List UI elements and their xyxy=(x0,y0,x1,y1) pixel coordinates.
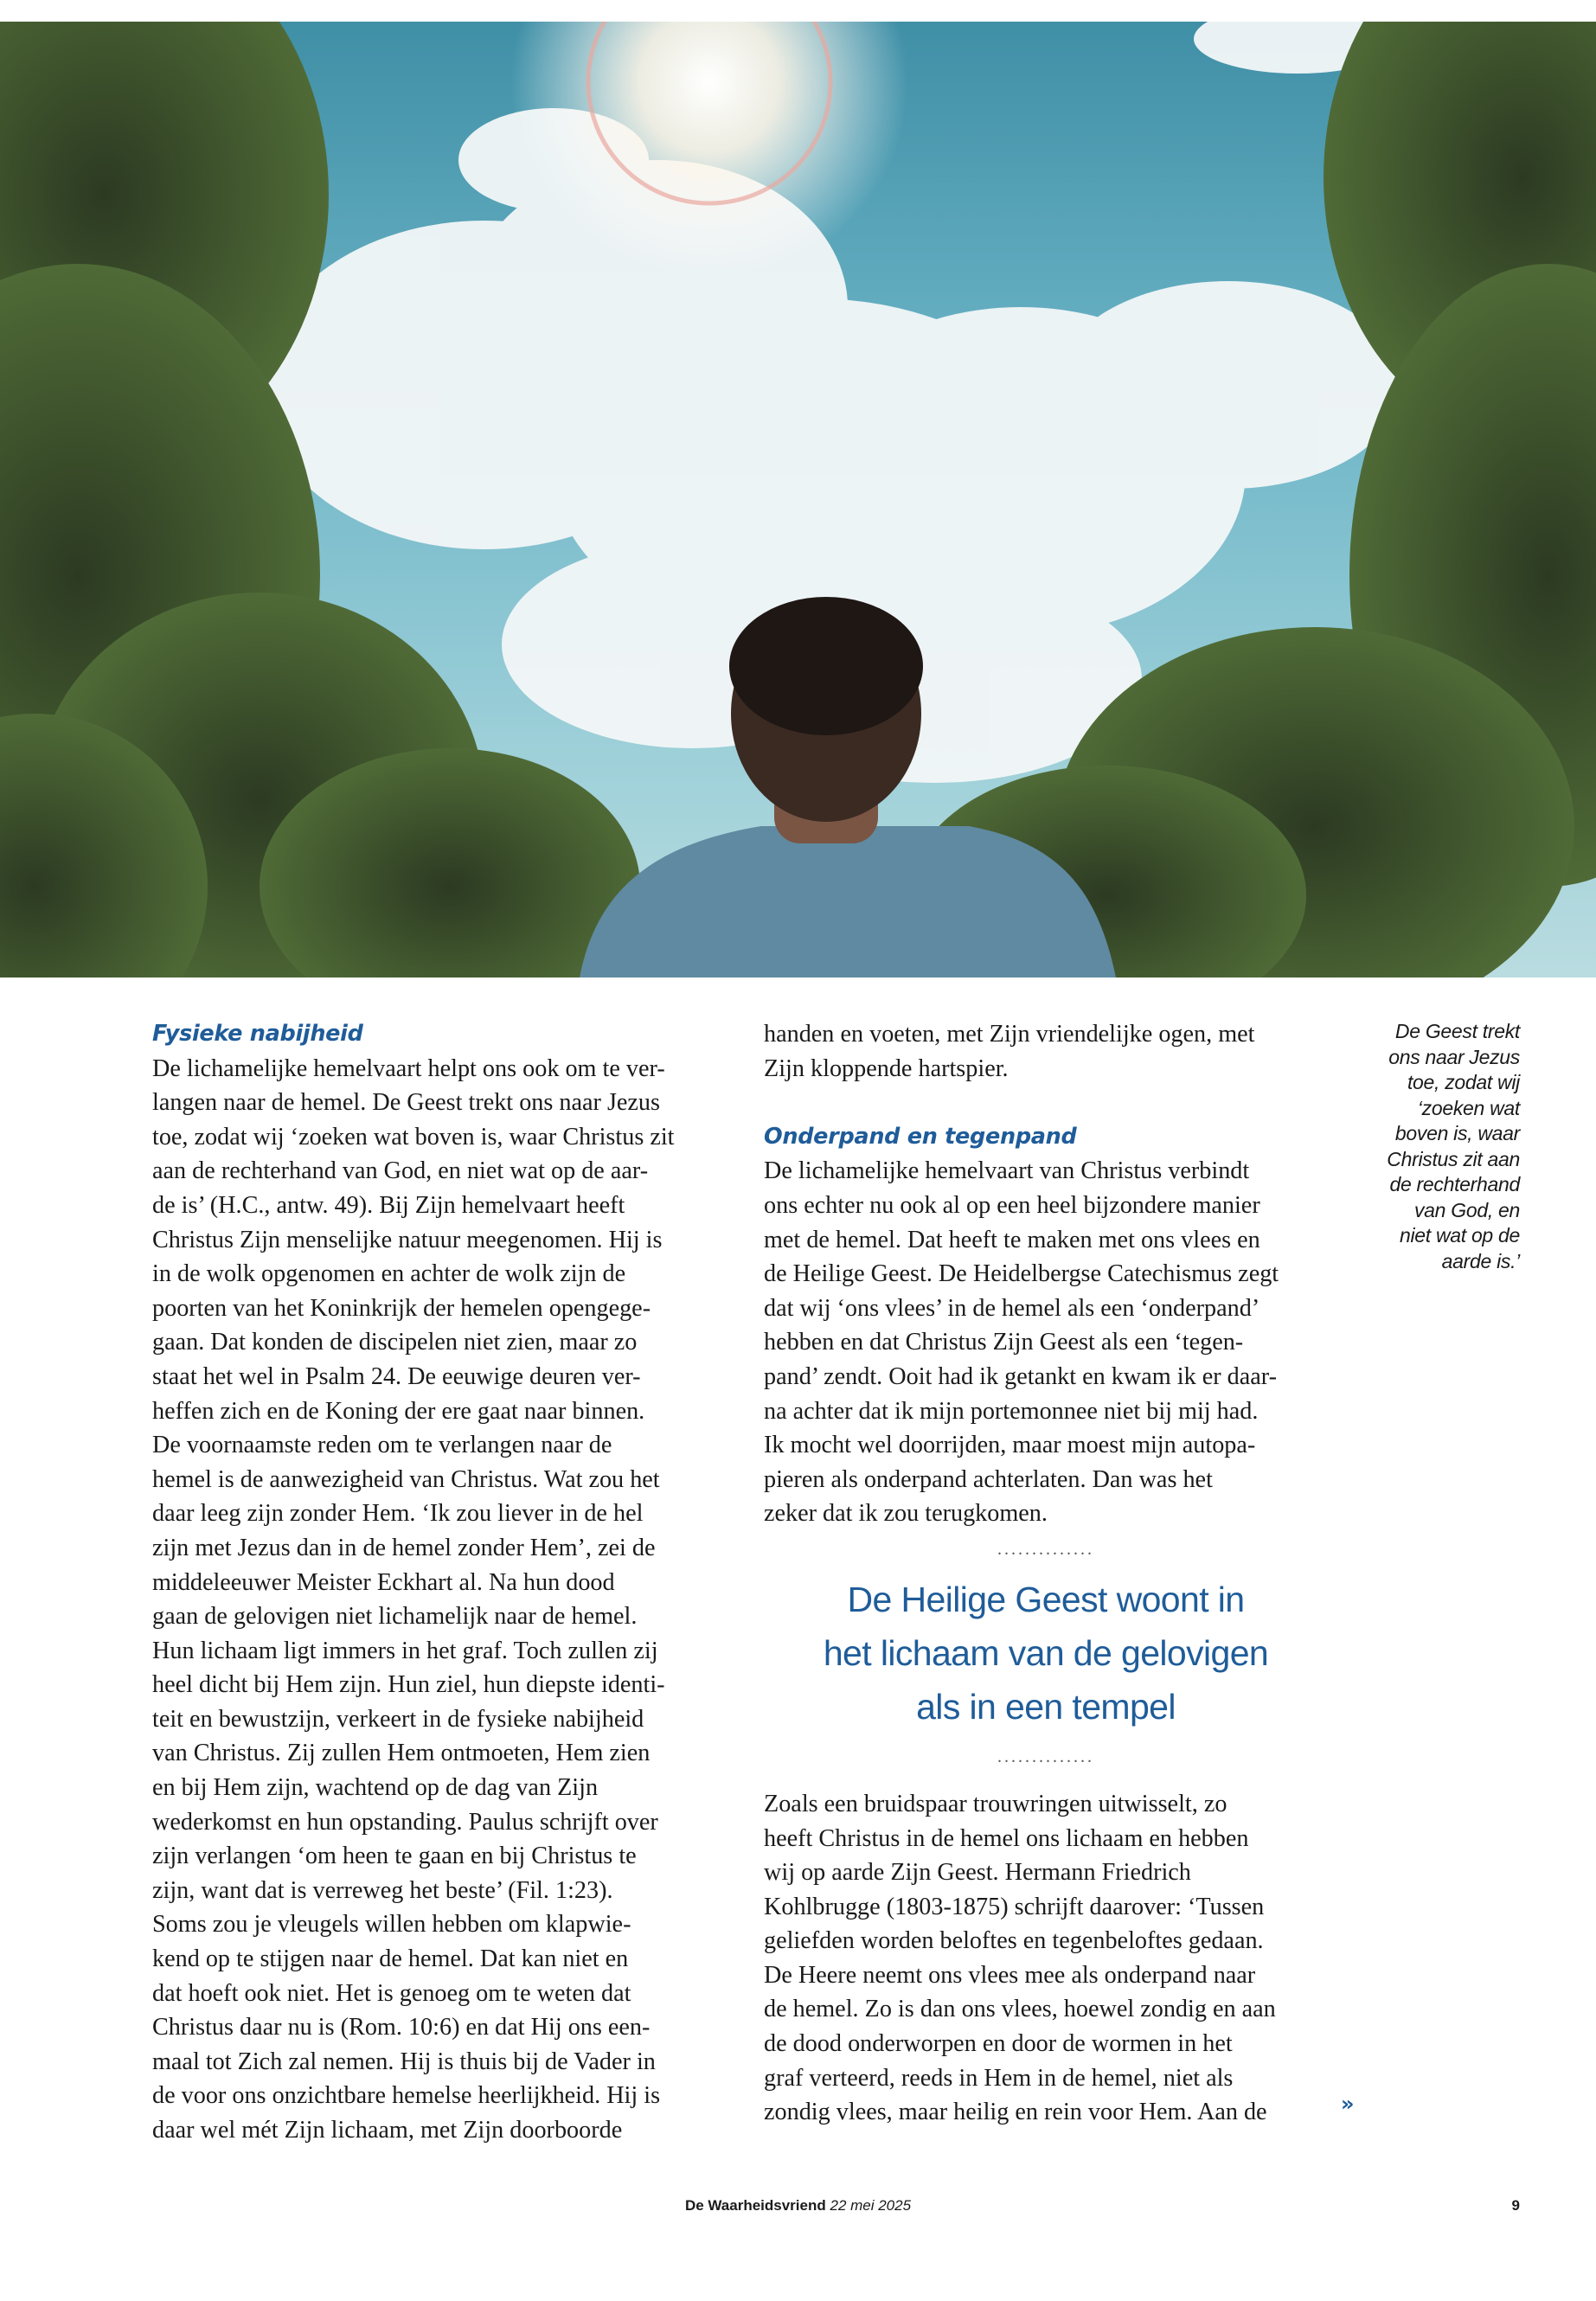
body-line: Ik mocht wel doorrijden, maar moest mijn autopa- xyxy=(764,1432,1256,1459)
body-line: Soms zou je vleugels willen hebben om klapwie- xyxy=(152,1911,631,1939)
body-line: Christus daar nu is (Rom. 10:6) en dat Hij ons een- xyxy=(152,2014,651,2041)
pull-quote-divider-bottom: .............. xyxy=(997,1747,1094,1766)
body-line: dat hoeft ook niet. Het is genoeg om te weten dat xyxy=(152,1979,631,2007)
body-line: hemel is de aanwezigheid van Christus. Wat zou het xyxy=(152,1465,660,1493)
section-heading: Fysieke nabijheid xyxy=(152,1021,363,1047)
body-line: poorten van het Koninkrijk der hemelen opengege- xyxy=(152,1294,651,1322)
side-quote-line: van God, en xyxy=(1413,1198,1520,1221)
body-line: dat wij ‘ons vlees’ in de hemel als een ‘onderpand’ xyxy=(764,1294,1260,1322)
side-quote-line: boven is, waar xyxy=(1394,1122,1520,1144)
body-line: Kohlbrugge (1803-1875) schrijft daarover: ‘Tussen xyxy=(764,1893,1265,1920)
body-line: toe, zodat wij ‘zoeken wat boven is, waar Christus zit xyxy=(152,1123,675,1150)
side-quote-line: aarde is.’ xyxy=(1441,1249,1520,1272)
pull-quote-text xyxy=(764,1573,1328,1734)
pull-quote-line: het lichaam van de gelovigen xyxy=(823,1632,1269,1673)
body-line: gaan. Dat konden de discipelen niet zien, maar zo xyxy=(152,1329,638,1356)
body-line: zijn met Jezus dan in de hemel zonder Hem’, zei de xyxy=(152,1534,656,1561)
article-column-left xyxy=(152,1017,725,2148)
body-line: wederkomst en hun opstanding. Paulus schrijft over xyxy=(152,1808,658,1836)
page-number: 9 xyxy=(1511,2197,1520,2214)
body-line: handen en voeten, met Zijn vriendelijke ogen, met xyxy=(764,1021,1255,1048)
body-line: met de hemel. Dat heeft te maken met ons vlees en xyxy=(764,1226,1260,1253)
section-body xyxy=(152,1052,725,2148)
pull-quote-line: als in een tempel xyxy=(916,1686,1176,1727)
photo-man-looking-at-sky-icon xyxy=(0,22,1596,977)
side-quote xyxy=(1347,1019,1520,1274)
body-line: De voornaamste reden om te verlangen naar de xyxy=(152,1432,612,1459)
body-line: Zijn kloppende hartspier. xyxy=(764,1054,1009,1082)
side-quote-line: Christus zit aan xyxy=(1387,1147,1520,1170)
pull-quote-line: De Heilige Geest woont in xyxy=(847,1579,1245,1619)
body-line: hebben en dat Christus Zijn Geest als een ‘tegen- xyxy=(764,1329,1244,1356)
body-line: gaan de gelovigen niet lichamelijk naar de hemel. xyxy=(152,1603,638,1631)
body-line: kend op te stijgen naar de hemel. Dat kan niet en xyxy=(152,1945,629,1973)
body-line: middeleeuwer Meister Eckhart al. Na hun dood xyxy=(152,1568,615,1596)
body-line: de hemel. Zo is dan ons vlees, hoewel zondig en aan xyxy=(764,1996,1276,2023)
pull-quote xyxy=(764,1536,1328,1770)
body-line: pand’ zendt. Ooit had ik getankt en kwam ik er daar- xyxy=(764,1362,1277,1390)
body-line: Zoals een bruidspaar trouwringen uitwisselt, zo xyxy=(764,1790,1227,1817)
body-line: zeker dat ik zou terugkomen. xyxy=(764,1500,1048,1528)
side-quote-line: toe, zodat wij xyxy=(1407,1071,1520,1093)
magazine-name: De Waarheidsvriend xyxy=(684,2197,826,2214)
body-line: heffen zich en de Koning der ere gaat naar binnen. xyxy=(152,1397,645,1425)
body-line: na achter dat ik mijn portemonnee niet bij mij had. xyxy=(764,1397,1259,1425)
body-line: geliefden worden beloftes en tegenbeloftes gedaan. xyxy=(764,1927,1264,1955)
body-line: langen naar de hemel. De Geest trekt ons naar Jezus xyxy=(152,1089,660,1117)
body-line: aan de rechterhand van God, en niet wat op de aar- xyxy=(152,1157,649,1185)
body-line: pieren als onderpand achterlaten. Dan was het xyxy=(764,1465,1213,1493)
body-line: Hun lichaam ligt immers in het graf. Toch zullen zij xyxy=(152,1637,658,1664)
body-line: daar leeg zijn zonder Hem. ‘Ik zou liever in de hel xyxy=(152,1500,644,1528)
body-line: staat het wel in Psalm 24. De eeuwige deuren ver- xyxy=(152,1362,641,1390)
continue-arrow-icon: » xyxy=(1341,2092,1355,2116)
body-line: teit en bewustzijn, verkeert in de fysieke nabijheid xyxy=(152,1705,644,1733)
body-line: en bij Hem zijn, wachtend op de dag van Zijn xyxy=(152,1774,599,1802)
side-quote-line: De Geest trekt xyxy=(1394,1020,1520,1042)
body-line: daar wel mét Zijn lichaam, met Zijn doorboorde xyxy=(152,2117,623,2144)
body-line: heeft Christus in de hemel ons lichaam en hebben xyxy=(764,1824,1249,1852)
pull-quote-divider-top: .............. xyxy=(997,1539,1094,1559)
side-quote-line: de rechterhand xyxy=(1389,1173,1520,1195)
body-line: de voor ons onzichtbare hemelse heerlijkheid. Hij is xyxy=(152,2082,661,2110)
body-line: zondig vlees, maar heilig en rein voor Hem. Aan de xyxy=(764,2099,1267,2126)
issue-date: 22 mei 2025 xyxy=(830,2197,912,2214)
body-line: de dood onderworpen en door de wormen in het xyxy=(764,2030,1233,2058)
body-line: ons echter nu ook al op een heel bijzondere manier xyxy=(764,1191,1260,1219)
body-line: De lichamelijke hemelvaart helpt ons ook om te ver- xyxy=(152,1054,665,1082)
body-line: graf verteerd, reeds in Hem in de hemel, niet als xyxy=(764,2064,1234,2092)
body-line: in de wolk opgenomen en achter de wolk zijn de xyxy=(152,1260,626,1288)
body-line: maal tot Zich zal nemen. Hij is thuis bij de Vader in xyxy=(152,2048,656,2075)
article-column-middle xyxy=(764,1017,1328,2130)
section-heading: Onderpand en tegenpand xyxy=(764,1123,1077,1150)
body-line: zijn verlangen ‘om heen te gaan en bij Christus te xyxy=(152,1843,637,1870)
body-line: wij op aarde Zijn Geest. Hermann Friedrich xyxy=(764,1859,1191,1887)
side-quote-line: ons naar Jezus xyxy=(1388,1045,1520,1068)
body-line: van Christus. Zij zullen Hem ontmoeten, Hem zien xyxy=(152,1740,651,1767)
body-line: De Heere neemt ons vlees mee als onderpand naar xyxy=(764,1961,1256,1989)
body-line: de is’ (H.C., antw. 49). Bij Zijn hemelvaart heeft xyxy=(152,1191,625,1219)
side-quote-line: niet wat op de xyxy=(1399,1224,1520,1247)
footer-masthead xyxy=(0,2197,1596,2214)
body-line: Christus Zijn menselijke natuur meegenomen. Hij is xyxy=(152,1226,663,1253)
body-line: de Heilige Geest. De Heidelbergse Catechismus zegt xyxy=(764,1260,1279,1288)
hero-photo xyxy=(0,22,1596,977)
body-line: zijn, want dat is verreweg het beste’ (Fil. 1:23). xyxy=(152,1876,613,1904)
side-quote-line: ‘zoeken wat xyxy=(1417,1096,1520,1119)
body-line: heel dicht bij Hem zijn. Hun ziel, hun diepste identi- xyxy=(152,1671,665,1699)
body-line: De lichamelijke hemelvaart van Christus verbindt xyxy=(764,1157,1250,1185)
